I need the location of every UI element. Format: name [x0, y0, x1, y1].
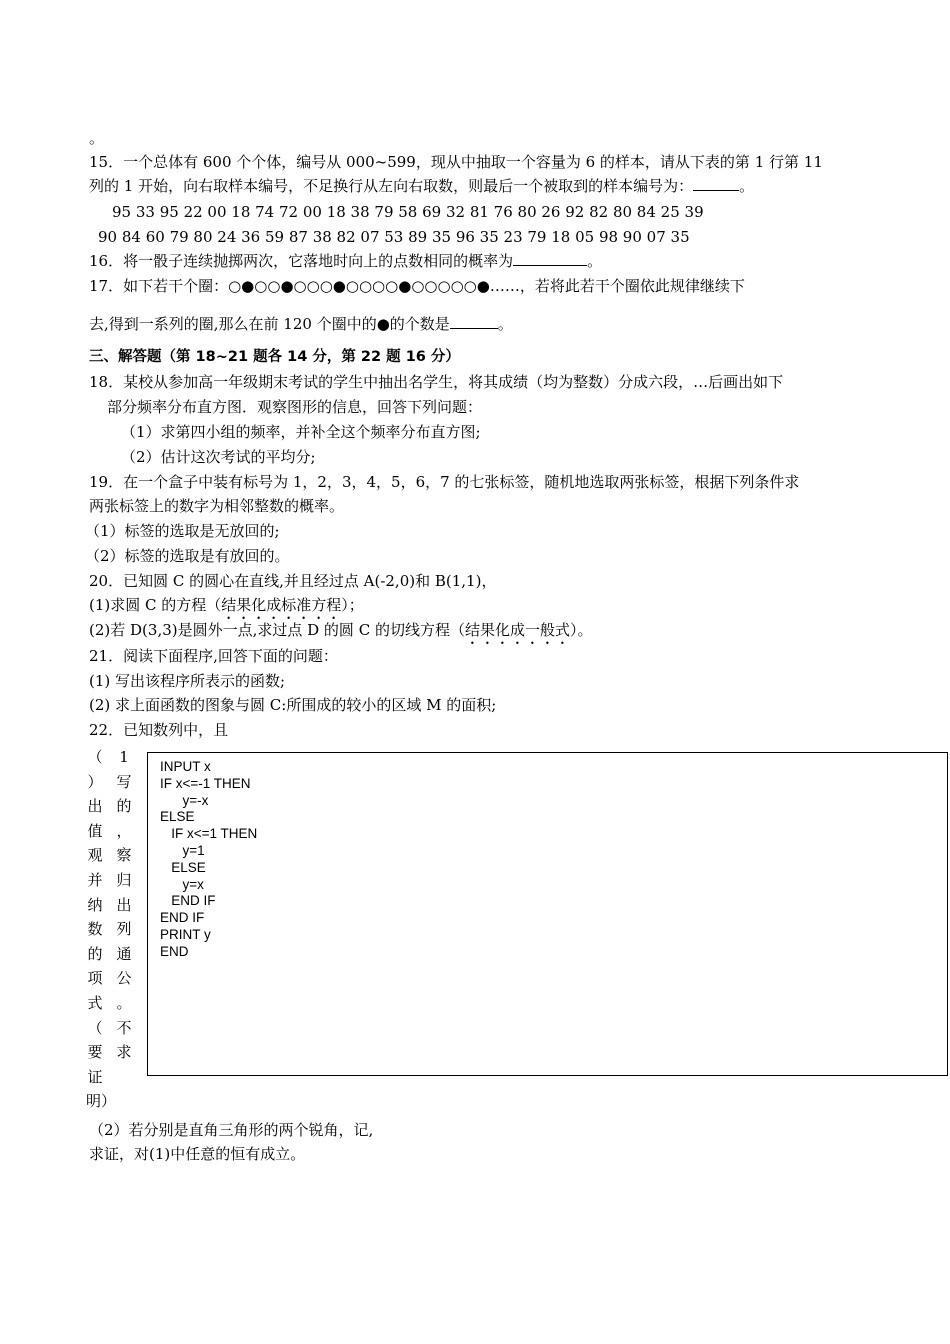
q21-line1: 21．阅读下面程序,回答下面的问题：	[89, 647, 338, 665]
q22-char: 观	[87, 846, 103, 865]
q20-part2-emphasis: 结果化成一般式	[464, 621, 570, 639]
q22-char: 察	[116, 846, 132, 865]
q20-part1-c: ）；	[341, 596, 364, 614]
q22-part2-line1: （2）若分别是直角三角形的两个锐角，记,	[89, 1121, 374, 1139]
top-mark: 。	[89, 129, 105, 147]
q22-char: 出	[116, 895, 132, 914]
q22-char: 项	[87, 969, 103, 988]
q18-line1: 18．某校从参加高一年级期末考试的学生中抽出名学生，将其成绩（均为整数）分成六段，…后画出如下	[89, 373, 784, 391]
q22-char: 公	[116, 969, 132, 988]
q22-char: （	[87, 748, 103, 766]
q15-line1: 15．一个总体有 600 个个体，编号从 000~599，现从中抽取一个容量为 6 的样本，请从下表的第 1 行第 11	[89, 153, 823, 171]
q16-end: 。	[587, 252, 603, 270]
q15-line2-text: 列的 1 开始，向右取样本编号，不足换行从左向右取数，则最后一个被取到的样本编号为：	[89, 177, 694, 195]
q19-part2: （2）标签的选取是有放回的。	[85, 547, 290, 565]
q19-line2: 两张标签上的数字为相邻整数的概率。	[89, 497, 345, 515]
q22-char: ）	[87, 772, 103, 791]
q17-answer-blank	[450, 314, 498, 329]
q22-char: 出	[87, 797, 103, 816]
q22-char: ，	[116, 821, 132, 840]
q22-char: 的	[87, 944, 103, 963]
q22-char: 求	[116, 1043, 132, 1062]
q21-part1: (1) 写出该程序所表示的函数;	[89, 672, 286, 690]
q17-line2-text: 去,得到一系列的圈,那么在前 120 个圈中的●的个数是	[89, 315, 450, 333]
section-heading: 三、解答题（第 18~21 题各 14 分，第 22 题 16 分）	[89, 349, 460, 365]
random-table-row-2: 90 84 60 79 80 24 36 59 87 38 82 07 53 89 35 96 35 23 79 18 05 98 90 07 35	[98, 228, 690, 246]
q22-char: 值	[87, 821, 103, 840]
q21-part2: (2) 求上面函数的图象与圆 C:所围成的较小的区域 M 的面积;	[89, 696, 497, 714]
q22-line1: 22．已知数列中，且	[89, 721, 229, 739]
q22-char: 式	[87, 993, 103, 1012]
random-table-row-1: 95 33 95 22 00 18 74 72 00 18 38 79 58 69 32 81 76 80 26 92 82 80 84 25 39	[112, 203, 704, 221]
q22-wrapped-column-2	[115, 745, 133, 1065]
q15-answer-blank	[693, 176, 739, 191]
q17-line2	[89, 313, 513, 335]
q20-part2-c: ）。	[569, 621, 593, 639]
q22-char: 。	[116, 993, 132, 1012]
q22-char: 并	[87, 870, 103, 889]
q15-line2	[89, 175, 754, 197]
q16	[89, 250, 602, 272]
q22-char: 要	[87, 1043, 103, 1062]
q20-part2-a: (2)若 D(3,3)是圆外一点,求过点 D 的圆 C 的切线方程（	[89, 621, 465, 639]
q16-answer-blank	[513, 251, 587, 266]
q22-char: 明）	[86, 1092, 117, 1111]
q22-char: 纳	[87, 895, 103, 914]
q22-part2-line2: 求证，对(1)中任意的恒有成立。	[89, 1145, 306, 1163]
q20-part1-emphasis: 结果化成标准方程	[221, 596, 342, 614]
q20-line1: 20．已知圆 C 的圆心在直线,并且经过点 A(-2,0)和 B(1,1)，	[89, 572, 497, 590]
q18-line2: 部分频率分布直方图．观察图形的信息，回答下列问题：	[107, 398, 483, 416]
q16-text: 16．将一骰子连续抛掷两次，它落地时向上的点数相同的概率为	[89, 252, 514, 270]
q18-part2: （2）估计这次考试的平均分;	[121, 448, 316, 466]
q22-char: 归	[116, 870, 132, 889]
program-code-box	[147, 752, 948, 1076]
q22-char: 写	[116, 772, 132, 791]
q20-part2	[89, 619, 592, 648]
q17-line1: 17．如下若干个圈：○●○○●○○○●○○○○●○○○○○●……，若将此若干个圈依此规律继续下	[89, 277, 745, 295]
q15-line2-end: 。	[739, 177, 755, 195]
q22-char: 列	[116, 920, 132, 939]
q22-char: 1	[119, 748, 129, 766]
q18-part1: （1）求第四小组的频率，并补全这个频率分布直方图;	[121, 423, 481, 441]
q22-wrapped-column-1	[86, 745, 117, 1114]
q22-char: 证	[87, 1067, 103, 1086]
q22-char: 不	[116, 1018, 132, 1037]
program-code: INPUT x IF x<=-1 THEN y=-x ELSE IF x<=1 THEN y=1 ELSE y=x END IF END IF PRINT y END	[160, 759, 258, 959]
q20-part1-a: (1)求圆 C 的方程（	[89, 596, 222, 614]
q22-char: （	[87, 1018, 103, 1037]
q22-char: 数	[87, 920, 103, 939]
q22-char: 的	[116, 797, 132, 816]
q22-char: 通	[116, 944, 132, 963]
q17-end: 。	[497, 315, 513, 333]
q19-line1: 19．在一个盒子中装有标号为 1，2，3，4，5，6，7 的七张标签，随机地选取两张标签，根据下列条件求	[89, 473, 800, 491]
q19-part1: （1）标签的选取是无放回的;	[85, 522, 280, 540]
